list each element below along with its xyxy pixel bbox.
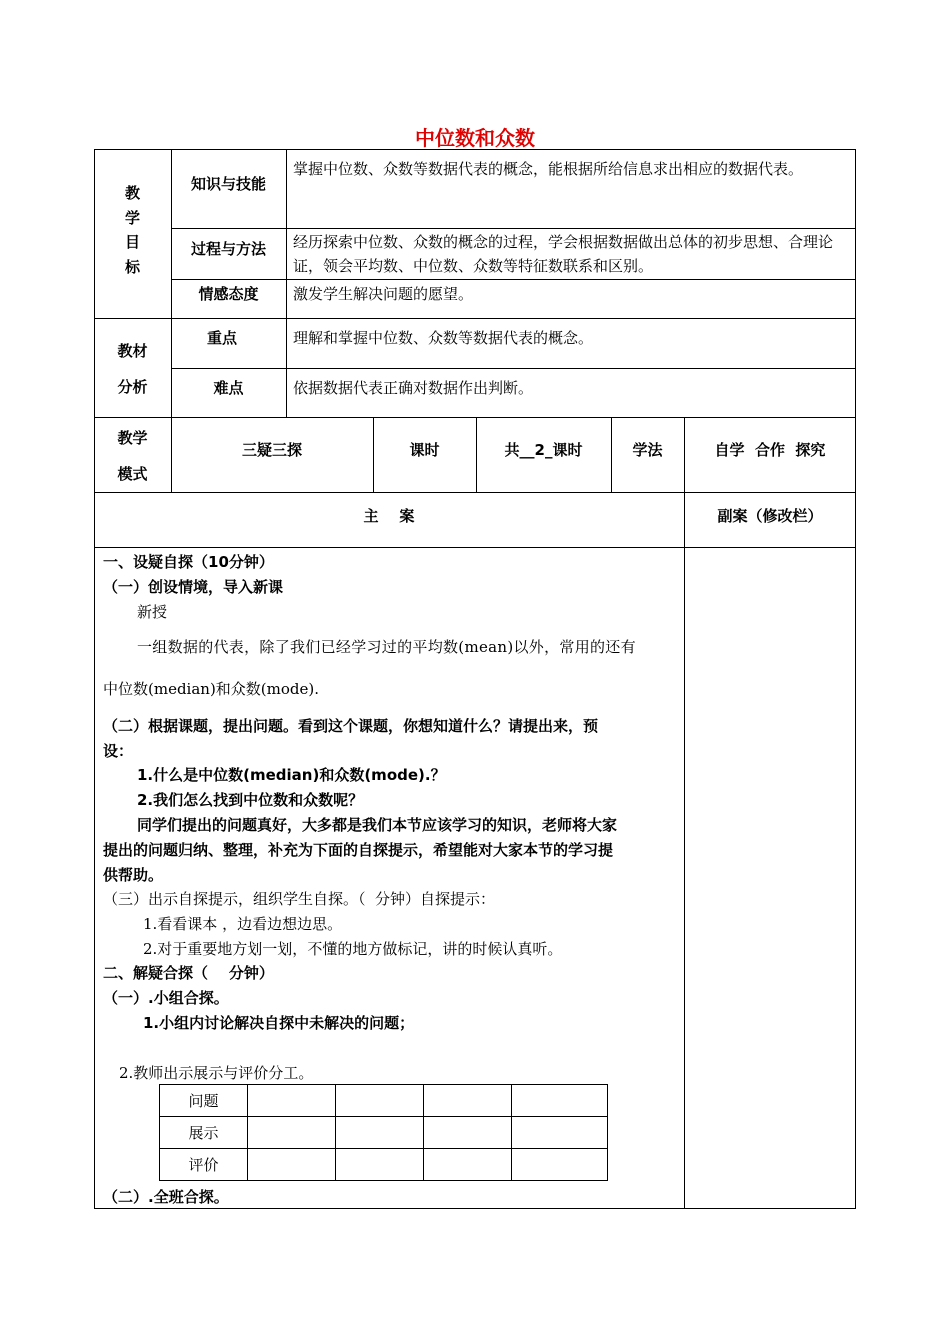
grid-cell (512, 1085, 608, 1117)
objective-process-label: 过程与方法 (190, 240, 266, 258)
key-point-label: 重点 (206, 329, 237, 347)
difficulty-text: 依据数据代表正确对数据作出判断。 (293, 379, 534, 397)
row-divider (94, 492, 856, 493)
teaching-mode-value: 三疑三探 (241, 441, 302, 459)
section-1-3-heading: （三）出示自探提示，组织学生自探。（ 分钟）自探提示： (103, 890, 496, 908)
grid-cell (336, 1117, 424, 1149)
section-1-1-heading: （一）创设情境，导入新课 (103, 578, 284, 596)
difficulty-label: 难点 (213, 379, 244, 397)
teaching-mode-label: 教学 模式 (117, 429, 148, 483)
grid-cell (424, 1149, 512, 1181)
objective-process-text: 经历探索中位数、众数的概念的过程，学会根据数据做出总体的初步思想、合理论证，领会平均数、中位数、众数等特征数联系和区别。 (293, 233, 834, 275)
grid-cell (512, 1117, 608, 1149)
class-hours-label: 课时 (409, 441, 440, 459)
grid-label-question: 问题 (160, 1085, 248, 1117)
main-plan-header: 主 案 (363, 507, 415, 525)
grid-cell (248, 1117, 336, 1149)
summary-line-2: 提出的问题归纳、整理，补充为下面的自探提示，希望能对大家本节的学习提 (103, 841, 614, 859)
column-divider (286, 149, 287, 418)
section-1-2-line-1: （二）根据课题，提出问题。看到这个课题，你想知道什么？请提出来，预 (103, 717, 599, 735)
row-divider (171, 368, 856, 369)
intro-line-1: 一组数据的代表，除了我们已经学习过的平均数(mean)以外，常用的还有 (137, 638, 636, 656)
self-study-hint-2: 2.对于重要地方划一划，不懂的地方做标记，讲的时候认真听。 (143, 940, 563, 958)
new-lesson-label: 新授 (137, 603, 168, 621)
summary-line-3: 供帮助。 (103, 866, 164, 884)
grid-row-show (160, 1117, 608, 1149)
summary-line-1: 同学们提出的问题真好，大多都是我们本节应该学习的知识，老师将大家 (137, 816, 618, 834)
row-divider (94, 318, 856, 319)
group-task-2: 2.教师出示展示与评价分工。 (119, 1064, 314, 1082)
grid-cell (424, 1085, 512, 1117)
question-1: 1.什么是中位数(median)和众数(mode).？ (137, 766, 446, 784)
group-task-1: 1.小组内讨论解决自探中未解决的问题； (143, 1014, 415, 1032)
objectives-label: 教 学 目 标 (124, 184, 140, 276)
objective-knowledge-text: 掌握中位数、众数等数据代表的概念，能根据所给信息求出相应的数据代表。 (293, 160, 804, 178)
class-hours-value: 共__2_课时 (504, 441, 583, 459)
section-1-heading: 一、设疑自探（10分钟） (103, 553, 274, 571)
section-2-2-heading: （二）.全班合探。 (103, 1188, 229, 1206)
grid-cell (248, 1085, 336, 1117)
grid-cell (336, 1085, 424, 1117)
grid-label-evaluate: 评价 (160, 1149, 248, 1181)
intro-line-2: 中位数(median)和众数(mode). (103, 680, 320, 698)
objective-attitude-text: 激发学生解决问题的愿望。 (293, 285, 474, 303)
section-1-2-line-2: 设： (103, 742, 134, 760)
objective-attitude-label: 情感态度 (198, 285, 259, 303)
grid-cell (512, 1149, 608, 1181)
study-method-label: 学法 (632, 441, 663, 459)
page-title: 中位数和众数 (415, 126, 535, 150)
self-study-hint-1: 1.看看课本 ，边看边想边思。 (143, 915, 343, 933)
grid-row-question (160, 1085, 608, 1117)
grid-cell (424, 1117, 512, 1149)
material-label: 教材 分析 (117, 342, 148, 396)
column-divider (684, 417, 685, 1209)
study-method-value: 自学 合作 探究 (714, 441, 826, 459)
question-2: 2.我们怎么找到中位数和众数呢？ (137, 791, 364, 809)
row-divider (94, 547, 856, 548)
grid-label-show: 展示 (160, 1117, 248, 1149)
grid-row-evaluate (160, 1149, 608, 1181)
section-2-heading: 二、解疑合探（ 分钟） (103, 964, 274, 982)
objective-knowledge-label: 知识与技能 (190, 175, 266, 193)
row-divider (171, 279, 856, 280)
row-divider (171, 228, 856, 229)
grid-cell (336, 1149, 424, 1181)
grid-cell (248, 1149, 336, 1181)
section-2-1-heading: （一）.小组合探。 (103, 989, 229, 1007)
row-divider (94, 417, 856, 418)
key-point-text: 理解和掌握中位数、众数等数据代表的概念。 (293, 329, 594, 347)
side-plan-header: 副案（修改栏） (717, 507, 823, 525)
assignment-grid (159, 1084, 608, 1181)
